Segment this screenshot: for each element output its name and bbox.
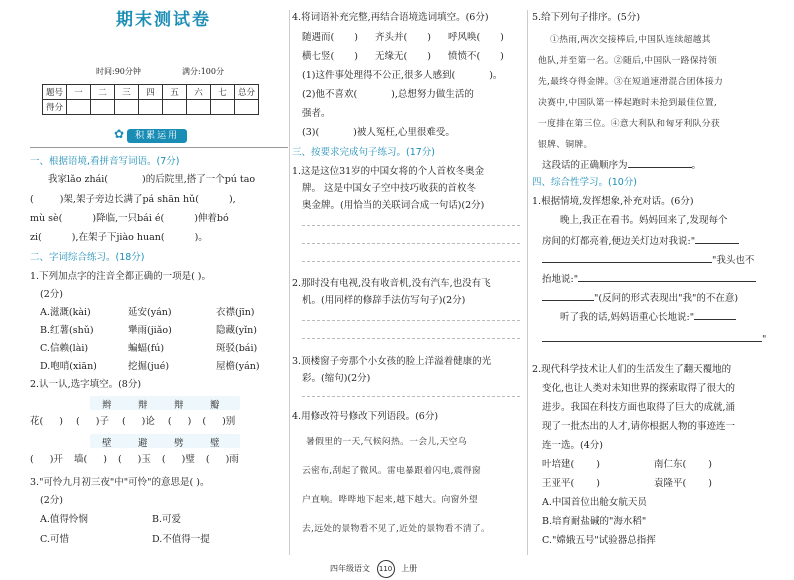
fill-sentence-2-cont: 强者。 [302,108,331,119]
q7-option-a[interactable]: A.中国首位出舱女航天员 [542,497,647,508]
fill-sentence-1: (1)这件事处理得不公正,很多人感到( )。 [302,70,503,81]
dialogue-line: 抬地说:" [542,272,756,286]
question-4: 4.将词语补充完整,再结合语境选词填空。(6分) [292,12,489,23]
q7-line: 变化,也让人类对未知世界的探索取得了很大的 [542,383,736,394]
p2-line: 机。(用同样的修辞手法仿写句子)(2分) [302,295,466,306]
pinyin-line: zi( ),在架子下jiào huan( )。 [30,232,208,243]
score-row-label: 得分 [43,100,67,115]
section-banner: ✿ 积累运用 [114,128,187,143]
section-2-heading: 二、字词综合练习。(18分) [30,252,145,263]
time-info: 时间:90分钟 [96,67,141,76]
order-line: 先,最终夺得金牌。③在短道速滑混合团体接力 [538,77,724,87]
answer-line[interactable] [302,225,520,226]
q7-line: 进步。我国在科技方面也取得了巨大的成就,涌 [542,402,736,413]
dialogue-line: " [542,332,766,346]
word-row-1: 随遇而( ) 齐头并( ) 呼风唤( ) [302,32,504,43]
question-1: 1.下列加点字的注音全都正确的一项是( )。 [30,271,211,282]
pinyin-line: ( )架,架子旁边长满了pá shān hǔ( ), [30,194,236,205]
q7-line: 2.现代科学技术让人们的生活发生了翻天覆地的 [532,364,732,375]
q7-option-c[interactable]: C."嫦娥五号"试验器总指挥 [542,535,656,546]
score-cell[interactable] [115,100,139,115]
person-pair: 叶培建( ) [542,459,600,470]
order-answer-blank[interactable] [628,158,692,168]
fill-sentence-2: (2)他不喜欢( ),总想努力做生活的 [302,89,474,100]
passage-line: 云密布,刮起了微风。雷电暴跟着闪电,震得窗 [302,466,482,476]
dialogue-blank[interactable] [542,253,712,263]
fill-sentence-3: (3)( )被人冤枉,心里很难受。 [302,127,455,138]
pinyin-line: 我家lǎo zhái( )的后院里,搭了一个pú tao [48,174,256,185]
q1-option-b[interactable]: B.红薯(shǔ) [40,325,94,336]
q1-option-d-word3: 屋檐(yán) [216,361,260,372]
score-header: 六 [187,85,211,100]
dialogue-blank[interactable] [542,332,762,342]
footer [330,560,417,578]
passage-line: 暑假里的一天,气候闷热。一会儿,天空乌 [306,437,467,447]
person-pair: 南仁东( ) [654,459,712,470]
q3-option-c[interactable]: C.可惜 [40,534,69,545]
dialogue-line: "(反问的形式表现出"我"的不在意) [542,291,738,305]
answer-line[interactable] [302,338,520,339]
divider [30,147,288,148]
question-6: 1.根据情境,发挥想象,补充对话。(6分) [532,196,694,207]
fill-line-2: ( )开 墙( ) ( )玉 ( )璧 ( )雨 [30,454,239,465]
order-line: 银牌、铜牌。 [538,140,593,150]
column-divider [289,10,290,555]
order-answer: 这段话的正确顺序为 。 [542,160,702,171]
q1-option-a-word3: 衣襟(jīn) [216,307,255,318]
p3-line: 3.顶楼窗子旁那个小女孩的脸上洋溢着健康的光 [292,356,492,367]
score-header: 一 [67,85,91,100]
answer-line[interactable] [302,243,520,244]
q3-option-d[interactable]: D.不值得一提 [152,534,210,545]
score-cell[interactable] [139,100,163,115]
char-bank-2: 壁 避 劈 璧 [90,434,240,448]
q1-option-b-word3: 隐藏(yǐn) [216,325,257,336]
dialogue-blank[interactable] [694,310,736,320]
section-1-heading: 一、根据语境,看拼音写词语。(7分) [30,156,180,167]
q1-option-a[interactable]: A.滋溉(kài) [40,307,91,318]
person-pair: 王亚平( ) [542,478,600,489]
question-1-points: (2分) [40,289,63,300]
score-cell[interactable] [91,100,115,115]
score-cell[interactable] [235,100,259,115]
q1-option-d[interactable]: D.咆哨(xiān) [40,361,97,372]
answer-line[interactable] [302,320,520,321]
person-pair: 袁隆平( ) [654,478,712,489]
order-line: 一度排在第三位。④意大利队和匈牙利队分获 [538,119,720,129]
dialogue-line: 晚上,我正在看书。妈妈回来了,发现每个 [560,215,728,226]
q3-option-b[interactable]: B.可爱 [152,514,182,525]
dialogue-blank[interactable] [695,234,739,244]
question-3-points: (2分) [40,495,63,506]
score-cell[interactable] [211,100,235,115]
order-line: ①热雨,两次交接棒后,中国队连续超越其 [550,35,711,45]
order-line: 决赛中,中国队第一棒起跑时未抢到最佳位置, [538,98,718,108]
fill-line-1: 花( ) ( )子 ( )论 ( ) ( )别 [30,416,236,427]
p1-line: 奥金牌。(用恰当的关联词合成一句话)(2分) [302,200,485,211]
p4-line: 4.用修改符号修改下列语段。(6分) [292,411,439,422]
p1-line: 1.这是这位31岁的中国女将的个人首枚冬奥金 [292,166,485,177]
char-bank-1: 辫 辩 辩 瓣 [90,396,240,410]
score-header: 四 [139,85,163,100]
passage-line: 去,远处的景物看不见了,近处的景物看不清了。 [302,524,491,534]
score-header: 七 [211,85,235,100]
footer-grade: 四年级语文 [330,564,370,573]
score-table [42,84,259,115]
section-4-heading: 四、综合性学习。(10分) [532,177,638,188]
p2-line: 2.那时没有电视,没有收音机,没有汽车,也没有飞 [292,278,491,289]
section-3-heading: 三、按要求完成句子练习。(17分) [292,147,436,158]
p3-line: 彩。(缩句)(2分) [302,373,371,384]
dialogue-line: "我头也不 [542,253,754,267]
q1-option-c[interactable]: C.信赖(lài) [40,343,89,354]
score-cell[interactable] [67,100,91,115]
score-header: 二 [91,85,115,100]
q1-option-a-word2: 延安(yán) [128,307,172,318]
page-title: 期末测试卷 [116,10,211,30]
dialogue-line: 房间的灯都亮着,便边关灯边对我说:" [542,234,739,248]
footer-term: 上册 [401,564,418,573]
p1-line: 牌。 这是中国女子空中技巧收获的首枚冬 [302,183,477,194]
answer-line[interactable] [302,261,520,262]
dialogue-line: 听了我的话,妈妈语重心长地说:" [560,310,736,324]
column-divider [527,10,528,555]
q1-option-d-word2: 挖掘(jué) [128,361,170,372]
page-number: 110 [377,560,395,578]
dialogue-blank[interactable] [542,291,594,301]
q1-option-b-word2: 犟雨(jiǎo) [128,325,172,336]
passage-line: 户直响。哗哗地下起来,越下越大。向窗外望 [302,495,478,505]
pinyin-line: mù sè( )降临,一只bái é( )伸着bó [30,213,229,224]
score-header: 题号 [43,85,67,100]
q1-option-c-word2: 蝙蝠(fú) [128,343,165,354]
q7-line: 现了一批杰出的人才,请你根据人物的事迹连一 [542,421,736,432]
question-5: 5.给下列句子排序。(5分) [532,12,641,23]
score-header: 三 [115,85,139,100]
flower-icon: ✿ [114,127,125,141]
score-cell[interactable] [187,100,211,115]
score-header: 总分 [235,85,259,100]
question-3: 3."可怜九月初三夜"中"可怜"的意思是( )。 [30,477,210,488]
q3-option-a[interactable]: A.值得怜悯 [40,514,88,525]
answer-line[interactable] [302,396,520,397]
score-cell[interactable] [163,100,187,115]
order-line: 他队,并至第一名。②随后,中国队一路保持领 [538,56,718,66]
score-info: 满分:100分 [182,67,224,76]
q7-line: 连一选。(4分) [542,440,603,451]
dialogue-blank[interactable] [578,272,756,282]
word-row-2: 横七竖( ) 无缘无( ) 愤愤不( ) [302,51,504,62]
q1-option-c-word3: 斑驳(bái) [216,343,258,354]
score-header: 五 [163,85,187,100]
question-2: 2.认一认,选字填空。(8分) [30,379,142,390]
q7-option-b[interactable]: B.培育耐盐碱的"海水稻" [542,516,647,527]
